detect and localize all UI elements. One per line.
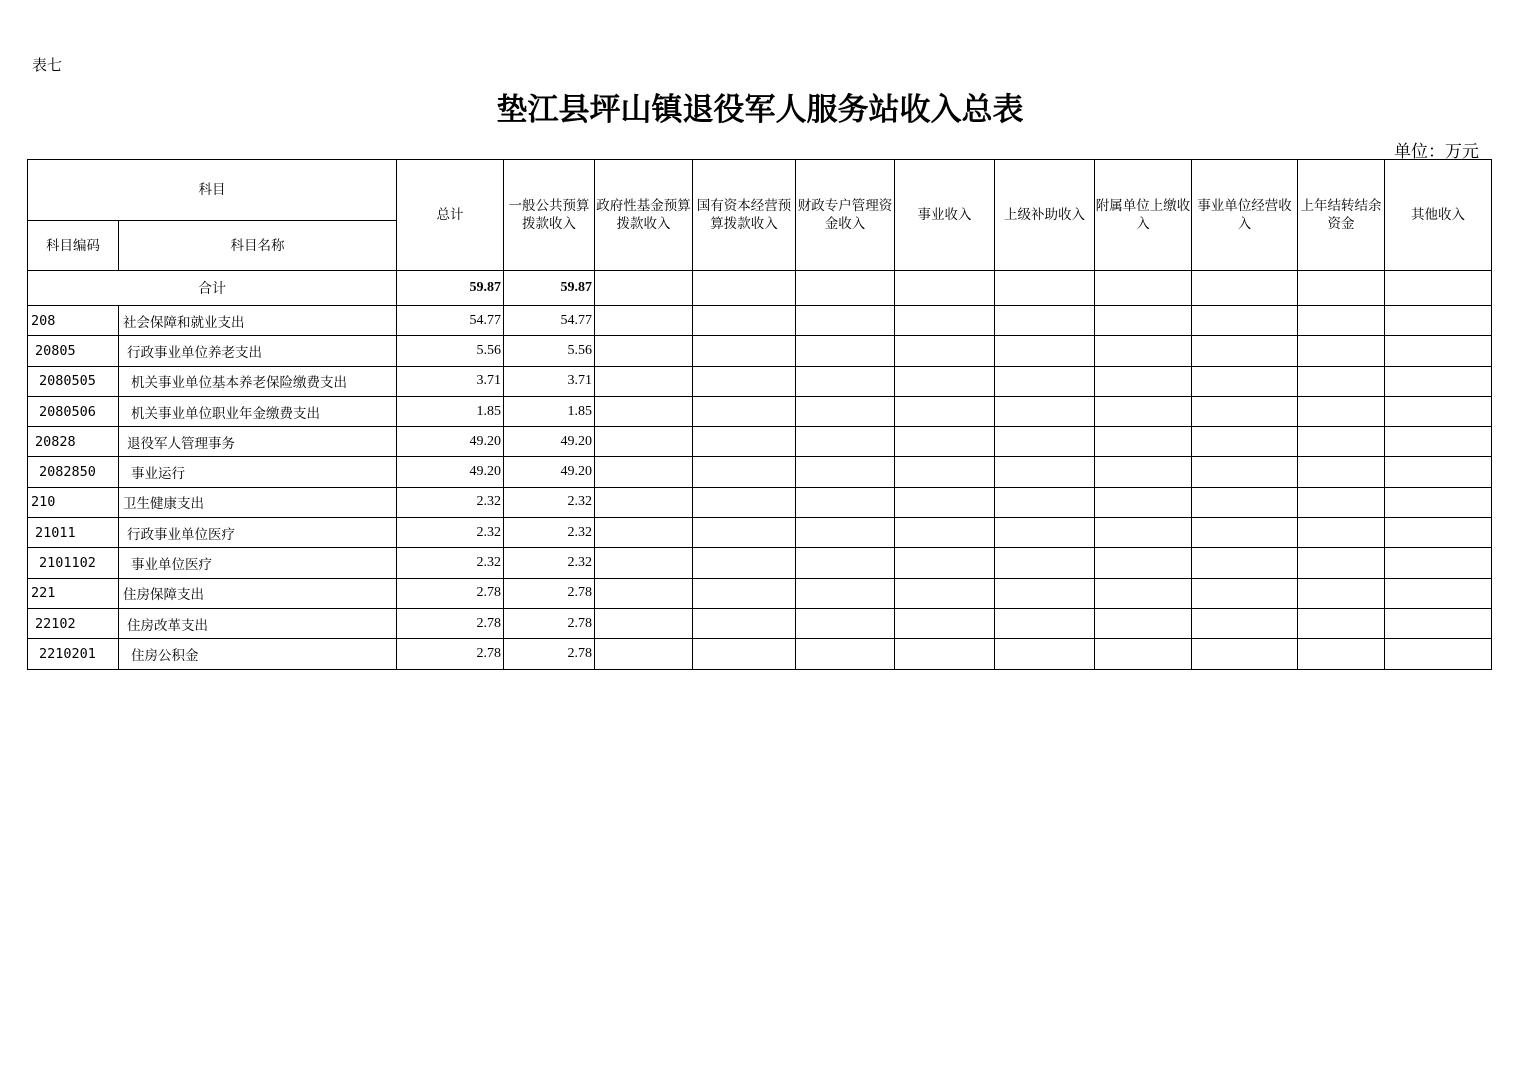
- empty-cell: [1298, 396, 1385, 426]
- empty-cell: [1095, 336, 1192, 366]
- empty-cell: [595, 366, 693, 396]
- empty-cell: [693, 639, 796, 669]
- table-row: [28, 518, 1492, 548]
- subject-code: 2210201: [28, 639, 119, 669]
- empty-cell: [796, 608, 895, 638]
- empty-cell: [895, 608, 995, 638]
- subject-name: 事业运行: [119, 457, 397, 487]
- empty-cell: [1095, 578, 1192, 608]
- page-title: 垫江县坪山镇退役军人服务站收入总表: [496, 92, 1024, 128]
- empty-cell: [995, 578, 1095, 608]
- empty-cell: [1385, 427, 1492, 457]
- table-row: [28, 306, 1492, 336]
- empty-cell: [1385, 396, 1492, 426]
- empty-cell: [1095, 548, 1192, 578]
- row-general: 49.20: [504, 457, 595, 487]
- row-total: 2.78: [397, 639, 504, 669]
- row-general: 3.71: [504, 366, 595, 396]
- row-general: 54.77: [504, 306, 595, 336]
- subject-name: 机关事业单位职业年金缴费支出: [119, 396, 397, 426]
- empty-cell: [895, 518, 995, 548]
- empty-cell: [1095, 608, 1192, 638]
- empty-cell: [1385, 336, 1492, 366]
- row-general: 2.78: [504, 608, 595, 638]
- table-row: [28, 457, 1492, 487]
- income-summary-table: [27, 159, 1492, 670]
- empty-cell: [796, 457, 895, 487]
- empty-cell: [796, 306, 895, 336]
- empty-cell: [796, 366, 895, 396]
- header-subject: 科目: [28, 160, 397, 221]
- row-total: 2.32: [397, 518, 504, 548]
- table-row: [28, 608, 1492, 638]
- empty-cell: [1095, 639, 1192, 669]
- empty-cell: [1385, 639, 1492, 669]
- empty-cell: [1385, 548, 1492, 578]
- row-total: 49.20: [397, 427, 504, 457]
- subject-name: 机关事业单位基本养老保险缴费支出: [119, 366, 397, 396]
- empty-cell: [796, 427, 895, 457]
- empty-cell: [1192, 639, 1298, 669]
- empty-cell: [1192, 427, 1298, 457]
- row-general: 1.85: [504, 396, 595, 426]
- empty-cell: [995, 639, 1095, 669]
- empty-cell: [1095, 518, 1192, 548]
- header-carryover: 上年结转结余资金: [1298, 160, 1385, 271]
- empty-cell: [895, 396, 995, 426]
- subject-code: 221: [28, 578, 119, 608]
- row-total: 3.71: [397, 366, 504, 396]
- empty-cell: [1192, 396, 1298, 426]
- empty-cell: [995, 306, 1095, 336]
- table-row: [28, 578, 1492, 608]
- subject-code: 20805: [28, 336, 119, 366]
- empty-cell: [995, 457, 1095, 487]
- empty-cell: [995, 487, 1095, 517]
- row-general: 5.56: [504, 336, 595, 366]
- table-row: [28, 548, 1492, 578]
- subject-name: 住房保障支出: [119, 578, 397, 608]
- empty-cell: [1095, 366, 1192, 396]
- header-operating: 事业单位经营收入: [1192, 160, 1298, 271]
- empty-cell: [895, 427, 995, 457]
- row-general: 2.32: [504, 518, 595, 548]
- row-total: 5.56: [397, 336, 504, 366]
- subject-code: 20828: [28, 427, 119, 457]
- empty-cell: [1298, 518, 1385, 548]
- empty-cell: [895, 578, 995, 608]
- empty-cell: [796, 578, 895, 608]
- summary-row: [28, 271, 1492, 306]
- empty-cell: [1192, 548, 1298, 578]
- empty-cell: [1298, 336, 1385, 366]
- empty-cell: [1385, 487, 1492, 517]
- row-total: 2.78: [397, 608, 504, 638]
- empty-cell: [995, 548, 1095, 578]
- header-affiliated: 附属单位上缴收入: [1095, 160, 1192, 271]
- header-gov-fund: 政府性基金预算拨款收入: [595, 160, 693, 271]
- empty-cell: [1385, 366, 1492, 396]
- subject-code: 21011: [28, 518, 119, 548]
- empty-cell: [595, 518, 693, 548]
- empty-cell: [693, 487, 796, 517]
- empty-cell: [895, 548, 995, 578]
- empty-cell: [1385, 306, 1492, 336]
- empty-cell: [595, 427, 693, 457]
- empty-cell: [895, 639, 995, 669]
- empty-cell: [1192, 518, 1298, 548]
- empty-cell: [693, 427, 796, 457]
- empty-cell: [595, 608, 693, 638]
- empty-cell: [693, 578, 796, 608]
- empty-cell: [693, 306, 796, 336]
- row-general: 2.32: [504, 548, 595, 578]
- row-total: 1.85: [397, 396, 504, 426]
- empty-cell: [995, 427, 1095, 457]
- row-general: 49.20: [504, 427, 595, 457]
- row-total: 2.32: [397, 548, 504, 578]
- row-total: 2.32: [397, 487, 504, 517]
- empty-cell: [1385, 518, 1492, 548]
- summary-label: 合计: [28, 271, 397, 306]
- header-subject-name: 科目名称: [119, 221, 397, 271]
- empty-cell: [1298, 639, 1385, 669]
- empty-cell: [1298, 306, 1385, 336]
- subject-code: 210: [28, 487, 119, 517]
- subject-name: 住房改革支出: [119, 608, 397, 638]
- table-row: [28, 366, 1492, 396]
- row-general: 2.78: [504, 639, 595, 669]
- header-general-budget: 一般公共预算拨款收入: [504, 160, 595, 271]
- empty-cell: [693, 457, 796, 487]
- empty-cell: [595, 336, 693, 366]
- subject-code: 22102: [28, 608, 119, 638]
- empty-cell: [1298, 487, 1385, 517]
- header-business-income: 事业收入: [895, 160, 995, 271]
- empty-cell: [796, 487, 895, 517]
- empty-cell: [1298, 608, 1385, 638]
- header-total: 总计: [397, 160, 504, 271]
- empty-cell: [693, 396, 796, 426]
- empty-cell: [1192, 336, 1298, 366]
- subject-code: 208: [28, 306, 119, 336]
- empty-cell: [1095, 306, 1192, 336]
- empty-cell: [1192, 608, 1298, 638]
- row-general: 2.32: [504, 487, 595, 517]
- header-subject-code: 科目编码: [28, 221, 119, 271]
- empty-cell: [1095, 457, 1192, 487]
- empty-cell: [1095, 487, 1192, 517]
- subject-code: 2080506: [28, 396, 119, 426]
- subject-name: 社会保障和就业支出: [119, 306, 397, 336]
- empty-cell: [595, 548, 693, 578]
- subject-name: 住房公积金: [119, 639, 397, 669]
- row-total: 49.20: [397, 457, 504, 487]
- subject-code: 2080505: [28, 366, 119, 396]
- empty-cell: [1385, 457, 1492, 487]
- subject-code: 2082850: [28, 457, 119, 487]
- empty-cell: [693, 336, 796, 366]
- subject-name: 行政事业单位养老支出: [119, 336, 397, 366]
- header-superior-subsidy: 上级补助收入: [995, 160, 1095, 271]
- subject-name: 行政事业单位医疗: [119, 518, 397, 548]
- unit-label: 单位：万元: [1394, 142, 1479, 162]
- row-total: 54.77: [397, 306, 504, 336]
- empty-cell: [995, 518, 1095, 548]
- empty-cell: [1385, 608, 1492, 638]
- table-number: 表七: [32, 56, 63, 74]
- empty-cell: [796, 336, 895, 366]
- empty-cell: [1298, 366, 1385, 396]
- empty-cell: [895, 306, 995, 336]
- empty-cell: [595, 457, 693, 487]
- header-special-account: 财政专户管理资金收入: [796, 160, 895, 271]
- empty-cell: [895, 487, 995, 517]
- header-state-capital: 国有资本经营预算拨款收入: [693, 160, 796, 271]
- empty-cell: [1095, 427, 1192, 457]
- empty-cell: [595, 639, 693, 669]
- subject-code: 2101102: [28, 548, 119, 578]
- empty-cell: [1298, 548, 1385, 578]
- empty-cell: [1192, 487, 1298, 517]
- empty-cell: [995, 336, 1095, 366]
- empty-cell: [796, 548, 895, 578]
- empty-cell: [693, 518, 796, 548]
- table-row: [28, 396, 1492, 426]
- summary-total: 59.87: [397, 271, 504, 306]
- empty-cell: [595, 487, 693, 517]
- empty-cell: [796, 396, 895, 426]
- empty-cell: [995, 396, 1095, 426]
- header-other: 其他收入: [1385, 160, 1492, 271]
- empty-cell: [1298, 578, 1385, 608]
- empty-cell: [1095, 396, 1192, 426]
- empty-cell: [1192, 578, 1298, 608]
- summary-general: 59.87: [504, 271, 595, 306]
- empty-cell: [895, 457, 995, 487]
- table-row: [28, 639, 1492, 669]
- table-row: [28, 427, 1492, 457]
- empty-cell: [595, 578, 693, 608]
- empty-cell: [895, 366, 995, 396]
- empty-cell: [995, 608, 1095, 638]
- row-total: 2.78: [397, 578, 504, 608]
- subject-name: 退役军人管理事务: [119, 427, 397, 457]
- subject-name: 事业单位医疗: [119, 548, 397, 578]
- empty-cell: [796, 639, 895, 669]
- row-general: 2.78: [504, 578, 595, 608]
- empty-cell: [595, 396, 693, 426]
- table-row: [28, 487, 1492, 517]
- empty-cell: [1385, 578, 1492, 608]
- table-row: [28, 336, 1492, 366]
- empty-cell: [1298, 457, 1385, 487]
- empty-cell: [1192, 366, 1298, 396]
- empty-cell: [595, 306, 693, 336]
- empty-cell: [693, 548, 796, 578]
- empty-cell: [693, 366, 796, 396]
- empty-cell: [796, 518, 895, 548]
- empty-cell: [693, 608, 796, 638]
- subject-name: 卫生健康支出: [119, 487, 397, 517]
- empty-cell: [1298, 427, 1385, 457]
- empty-cell: [1192, 306, 1298, 336]
- empty-cell: [895, 336, 995, 366]
- empty-cell: [1192, 457, 1298, 487]
- empty-cell: [995, 366, 1095, 396]
